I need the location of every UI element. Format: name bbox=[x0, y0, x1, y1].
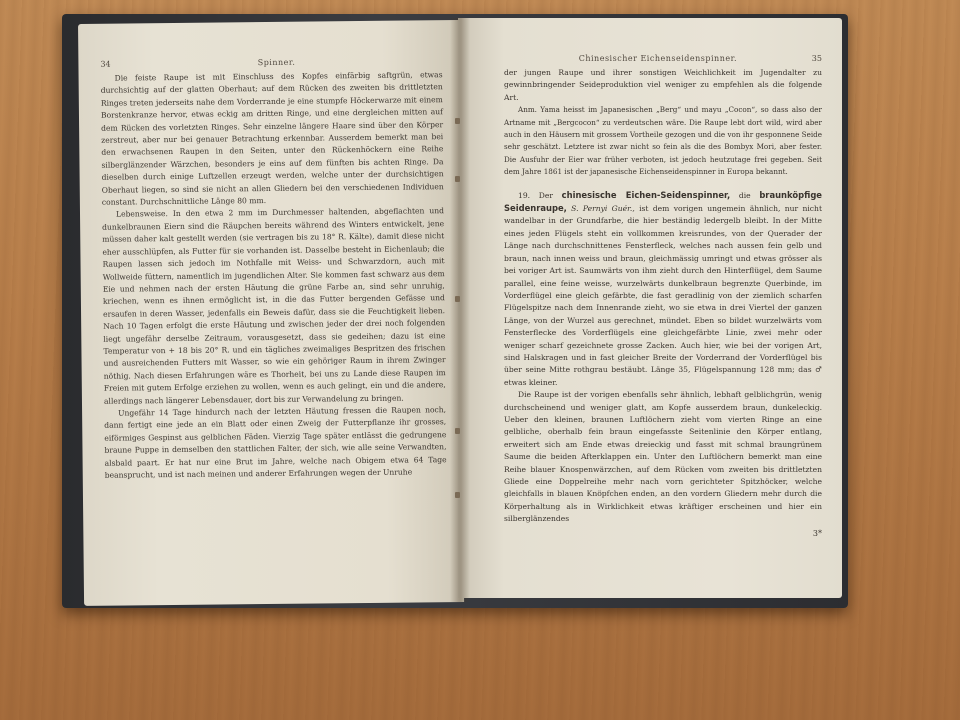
left-paragraph-2: Lebensweise. In den etwa 2 mm im Durchmesser haltenden, abgeflachten und dunkelbraunen Eiern sind die Räupchen bereits während des Winters entwickelt, jene müssen daher kalt gestellt werden (sie vertragen bis zu 18° R. Kälte), damit diese nicht eher ausschlüpfen, als Futter für sie vorhanden ist. Dasselbe besteht in Eichenlaub; die Raupen lassen sich jedoch im Nothfalle mit Weiss- und Schwarzdorn, auch mit Wollweide füttern, namentlich im jugendlichen Alter. Sie kommen fast schwarz aus dem Eie und nehmen nach der ersten Häutung die grüne Farbe an, sind sehr unruhig, kriechen, wenn es ihnen ermöglicht ist, in die das Futter bergenden Gefässe und ersaufen in deren Wasser, jedenfalls ein Beweis dafür, dass sie die Feuchtigkeit lieben. Nach 10 Tagen erfolgt die erste Häutung und zwischen jeder der drei noch folgenden liegt ungefähr derselbe Zeitraum, vorausgesetzt, dass sie gedeihen; dazu ist eine Temperatur von + 18 bis 20° R. und ein tägliches zweimaliges Bespritzen des frischen und ausreichenden Futters mit Wasser, so wie ein gehöriger Raum in ihrem Zwinger nöthig. Nach diesen Erfahrungen wäre es Thorheit, bei uns zu Lande diese Raupen im Freien mit gutem Erfolge erziehen zu wollen, wenn es auch gelingt, ein und die andere, allerdings nach längerer Lebensdauer, dort bis zur Verwandelung zu bringen. bbox=[102, 206, 446, 406]
right-page-number: 35 bbox=[811, 54, 822, 63]
stitch-hole bbox=[455, 428, 460, 434]
stitch-hole bbox=[455, 492, 460, 498]
stitch-hole bbox=[455, 176, 460, 182]
right-running-head bbox=[504, 54, 822, 63]
annotation-paragraph: Anm. Yama heisst im Japanesischen „Berg“ und mayu „Cocon“, so dass also der Artname mit „Bergcocon“ zu verdeutschen wäre. Die Raupe lebt dort wild, wird aber auch in den Häusern mit grossem Vortheile gezogen und die von ihr gesponnene Seide sehr geschätzt. Letztere ist zwar nicht so fein als die des Bombyx Mori, aber fester. Die Ausfuhr der Eier war früher verboten, ist jedoch heutzutage frei gegeben. Seit dem Jahre 1861 ist der japanesische Eichenseidenspinner in Europa bekannt. bbox=[504, 105, 822, 177]
species-name: S. Pernyi Guér., bbox=[571, 204, 635, 214]
signature-mark: 3* bbox=[812, 528, 822, 538]
left-paragraph-1: Die feiste Raupe ist mit Einschluss des Kopfes einfärbig saftgrün, etwas durchsichtig auf der glatten Oberhaut; auf dem Rücken des zweiten bis drittletzten Ringes treten jederseits nahe dem Vorderrande je eine stumpfe Höckerwarze mit einem Borstenkranze hervor, etwas eckig am dritten Ringe, und eine dergleichen mitten auf dem Rücken des vorletzten Ringes. Sehr einzelne längere Haare sind über den Körper zerstreut, aber nur bei genauer Betrachtung erkennbar. Ausserdem bemerkt man bei den erwachsenen Raupen in den Seiten, unter den Rückenhöckern eine Reihe silberglänzender Wärzchen, besonders je eins auf dem fünften bis achten Ringe. Da dieselben durch einige Luftzellen erzeugt werden, welche unter der durchsichtigen Oberhaut liegen, so sind sie nicht an allen Gliedern bei den verschiedenen Individuen constant. Durchschnittliche Länge 80 mm. bbox=[100, 70, 444, 207]
left-body-text bbox=[101, 69, 447, 482]
left-paragraph-3: Ungefähr 14 Tage hindurch nach der letzten Häutung fressen die Raupen noch, dann fertigt eine jede an ein Blatt oder einen Zweig der Futterpflanze ihr grosses, eiförmiges Gespinst aus gelblichen Fäden. Vierzig Tage später entlässt die gedrungene braune Puppe in demselben den stattlichen Falter, der sich, wie alle seine Verwandten, alsbald paart. Er hat nur eine Brut im Jahre, welche nach Obigem etwa 64 Tage beansprucht, und ist nach meinen und anderer Erfahrungen wegen der Unruhe bbox=[104, 405, 447, 480]
right-intro-paragraph: der jungen Raupe und ihrer sonstigen Weichlichkeit im Jugendalter zu gewinnbringender Seideproduktion viel weniger zu empfehlen als die folgende Art. bbox=[504, 68, 822, 102]
section-number: 19. Der bbox=[518, 190, 553, 200]
section-heading-primary: chinesische Eichen-Seidenspinner, bbox=[561, 189, 731, 200]
left-page bbox=[78, 20, 464, 606]
section-heading-tail: die bbox=[738, 190, 751, 200]
stitch-hole bbox=[455, 296, 460, 302]
binding-stitches bbox=[455, 0, 463, 600]
left-running-head bbox=[100, 56, 442, 69]
right-page bbox=[458, 18, 842, 598]
right-body-text bbox=[504, 67, 822, 540]
stitch-hole bbox=[455, 118, 460, 124]
left-page-number: 34 bbox=[100, 59, 111, 69]
section-heading-secondary: braunköpfige Seidenraupe, bbox=[504, 189, 822, 214]
larva-paragraph: Die Raupe ist der vorigen ebenfalls sehr ähnlich, lebhaft gelblichgrün, wenig durchscheinend und weniger glatt, am Kopfe ausserdem braun, dunkeleckig. Ueber den kleinen, braunen Luftlöchern zieht vom vierten Ringe an eine gelbliche, oberhalb fein braun eingefasste Seitenlinie den Körper entlang, erweitert sich am Ende etwas dreieckig und fasst mit schmal braungrünem Saume die beiden Afterklappen ein. Unter den Luftlöchern bemerkt man eine Reihe blauer Knospenwärzchen, auf dem Rücken vom zweiten bis drittletzten Gliede eine Doppelreihe mehr nach vorn gerichteter Spitzhöcker, welche gleichfalls in blauen Knöpfchen enden, an den vordern Gliedern mehr durch die Körperhaltung als in Wirklichkeit etwas kräftiger erscheinen und hier ein silberglänzendes bbox=[504, 390, 822, 524]
left-running-title: Spinner. bbox=[257, 57, 296, 68]
right-running-title: Chinesischer Eichenseidenspinner. bbox=[578, 54, 738, 63]
section-body: ist dem vorigen ungemein ähnlich, nur nicht wandelbar in der Grundfarbe, die hier beständig ledergelb bleibt. In der Mitte eines jeden Flügels steht ein vollkommen kreisrundes, von der Querader der Länge nach durchschnittenes Fensterfleck, welches nach aussen fein gelb und braun, nach innen weiss und braun, gleichmässig umringt und etwas grösser als bei voriger Art ist. Saumwärts von ihm zieht durch den Hinterflügel, dem Saume parallel, eine feine weisse, wurzelwärts dunkelbraun begrenzte Querbinde, im Vorderflügel eine gleich gefärbte, die fast geradlinig von der ziemlich scharfen Flügelspitze nach dem Innenrande zieht, wo sie etwa in drei Viertel der ganzen Länge, von der Wurzel aus gerechnet, mündet. Eben so bildet wurzelwärts vom Fensterflecke des Vorderflügels eine gleichgefärbte Linie, zwei mehr oder weniger scharf gezeichnete grosse Zacken. Auch hier, wie bei der vorigen Art, sind Halskragen und in fast gleicher Breite der Vorderrand der Vorderflügel bis über seine Mitte rothgrau bestäubt. Länge 35, Flügelspannung 128 mm; das ♂ etwas kleiner. bbox=[504, 204, 823, 387]
section-19-paragraph bbox=[504, 189, 822, 390]
